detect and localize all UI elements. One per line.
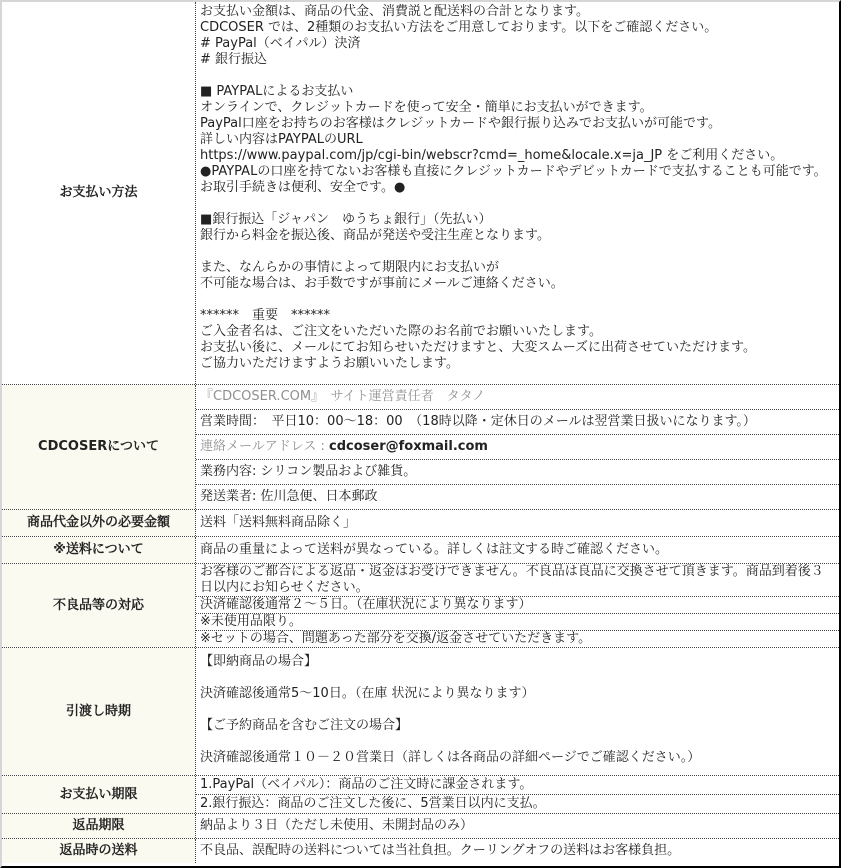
row-content-about-cdcoser — [196, 385, 839, 509]
row-content-delivery-timing — [196, 648, 839, 775]
business-hours-line: 営業時間： 平日10：00～18：00 （18時以降・定休日のメールは翌営業日扱いになります。） — [196, 409, 839, 434]
text-line: お支払い金額は、商品の代金、消費説と配送料の合計となります。 — [200, 4, 589, 19]
extra-fees-text: 送料「送料無料商品除く」 — [200, 515, 357, 530]
text-line: 【即納商品の場合】 — [200, 654, 318, 669]
text-line: 決済確認後通常１０－２０営業日（詳しくは各商品の詳細ページでご確認ください。） — [200, 750, 701, 765]
text-line: 【ご予約商品を含むご注文の場合】 — [200, 718, 409, 733]
row-content-return-shipping — [196, 839, 839, 863]
text-line: オンラインで、クレジットカードを使って安全・簡単にお支払いができます。 — [200, 100, 653, 115]
business-content-line: 業務内容: シリコン製品および雑貨。 — [196, 459, 839, 484]
contact-email-line — [196, 434, 839, 459]
defective-set-line: ※セットの場合、問題あった部分を交換/返金させていただきます。 — [196, 630, 839, 647]
row-return-shipping — [2, 838, 839, 863]
deadline-bank-line: 2.銀行振込：商品のご注文した後に、5営業日以内に支払。 — [196, 794, 839, 813]
row-label-payment-method: お支払い方法 — [2, 2, 196, 384]
row-label-about-cdcoser: CDCOSERについて — [2, 385, 196, 509]
text-line: # 銀行振込 — [200, 52, 268, 67]
defective-policy-line: お客様のご都合による返品・返金はお受けできません。不良品は良品に交換させて頂きます。商品到着後３日以内にお知らせください。 — [200, 564, 824, 595]
blank-line — [200, 244, 835, 260]
row-label-extra-fees: 商品代金以外の必要金額 — [2, 510, 196, 536]
blank-line — [200, 196, 835, 212]
text-line: ご協力いただけますようお願いいたします。 — [200, 356, 459, 371]
row-label-shipping-note: ※送料について — [2, 537, 196, 563]
blank-line — [200, 68, 835, 84]
shipping-note-text: 商品の重量によって送料が異なっている。詳しくは註文する時ご確認ください。 — [200, 542, 669, 557]
row-delivery-timing — [2, 647, 839, 775]
contact-email-prefix: 連絡メールアドレス : — [200, 439, 329, 454]
blank-line — [200, 670, 835, 686]
text-line: また、なんらかの事情によって期限内にお支払いが — [200, 260, 500, 275]
return-shipping-text: 不良品、誤配時の送料については当社負担。クーリングオフの送料はお客様負担。 — [200, 843, 681, 858]
important-heading-line: ****** 重要 ****** — [200, 308, 331, 323]
text-line: PayPal口座をお持ちのお客様はクレジットカードや銀行振り込みでお支払いが可能です。 — [200, 116, 721, 131]
row-extra-fees — [2, 509, 839, 536]
row-label-delivery-timing: 引渡し時期 — [2, 648, 196, 775]
row-content-return-deadline — [196, 814, 839, 838]
text-line: # PayPal（ベイパル）決済 — [200, 36, 361, 51]
row-content-extra-fees — [196, 510, 839, 536]
text-line: 不可能な場合は、お手数ですが事前にメールご連絡ください。 — [200, 276, 564, 291]
defective-timing-line: 決済確認後通常２～５日。（在庫状況により異なります） — [196, 596, 839, 613]
blank-line — [200, 292, 835, 308]
text-line: お支払い後に、メールにてお知らせいただけますと、大変スムーズに出荷させていただけます。 — [200, 340, 757, 355]
site-operator-line: 『CDCOSER.COM』 サイト運営責任者 タタノ — [200, 389, 486, 404]
row-defective-items — [2, 563, 839, 647]
defective-unused-line: ※未使用品限り。 — [196, 613, 839, 630]
row-shipping-note — [2, 536, 839, 563]
row-about-cdcoser — [2, 384, 839, 509]
row-content-shipping-note — [196, 537, 839, 563]
contact-email-address: cdcoser@foxmail.com — [329, 439, 488, 454]
delivery-timing-text — [196, 648, 839, 775]
row-content-defective-items — [196, 564, 839, 647]
text-line: ご入金者名は、ご注文をいただいた際のお名前でお願いいたします。 — [200, 324, 602, 339]
text-line: ■銀行振込「ジャパン ゆうちょ銀行」（先払い） — [200, 212, 492, 227]
blank-line — [200, 734, 835, 750]
text-line: 銀行から料金を振込後、商品が発送や受注生産となります。 — [200, 228, 550, 243]
text-line: 詳しい内容はPAYPALのURL — [200, 132, 363, 147]
deadline-paypal-line: 1.PayPal（ベイパル）：商品のご注文時に課金されます。 — [200, 777, 533, 792]
return-deadline-text: 納品より３日（ただし未使用、未開封品のみ） — [200, 818, 474, 833]
blank-line — [200, 702, 835, 718]
row-payment-deadline — [2, 775, 839, 813]
row-label-return-shipping: 返品時の送料 — [2, 839, 196, 863]
text-line: お取引手続きは便利、安全です。● — [200, 180, 406, 195]
payment-method-text — [196, 2, 839, 384]
row-return-deadline — [2, 813, 839, 838]
paypal-url-line: https://www.paypal.com/jp/cgi-bin/webscr?cmd=_home&locale.x=ja_JP をご利用ください。 — [200, 148, 784, 163]
row-content-payment-method — [196, 2, 839, 384]
text-line: ●PAYPALの口座を持てないお客様も直接にクレジットカードやデビットカードで支払することも可能です。 — [200, 164, 827, 179]
row-label-payment-deadline: お支払い期限 — [2, 776, 196, 813]
row-label-defective-items: 不良品等の対応 — [2, 564, 196, 647]
text-line: 決済確認後通常5～10日。（在庫 状況により異なります） — [200, 686, 535, 701]
shipping-carrier-line: 発送業者: 佐川急便、日本郵政 — [196, 484, 839, 509]
text-line: ■ PAYPALによるお支払い — [200, 84, 354, 99]
row-label-return-deadline: 返品期限 — [2, 814, 196, 838]
row-payment-method — [2, 2, 839, 384]
text-line: CDCOSER では、2種類のお支払い方法をご用意しております。以下をご確認ください。 — [200, 20, 718, 35]
row-content-payment-deadline — [196, 776, 839, 813]
